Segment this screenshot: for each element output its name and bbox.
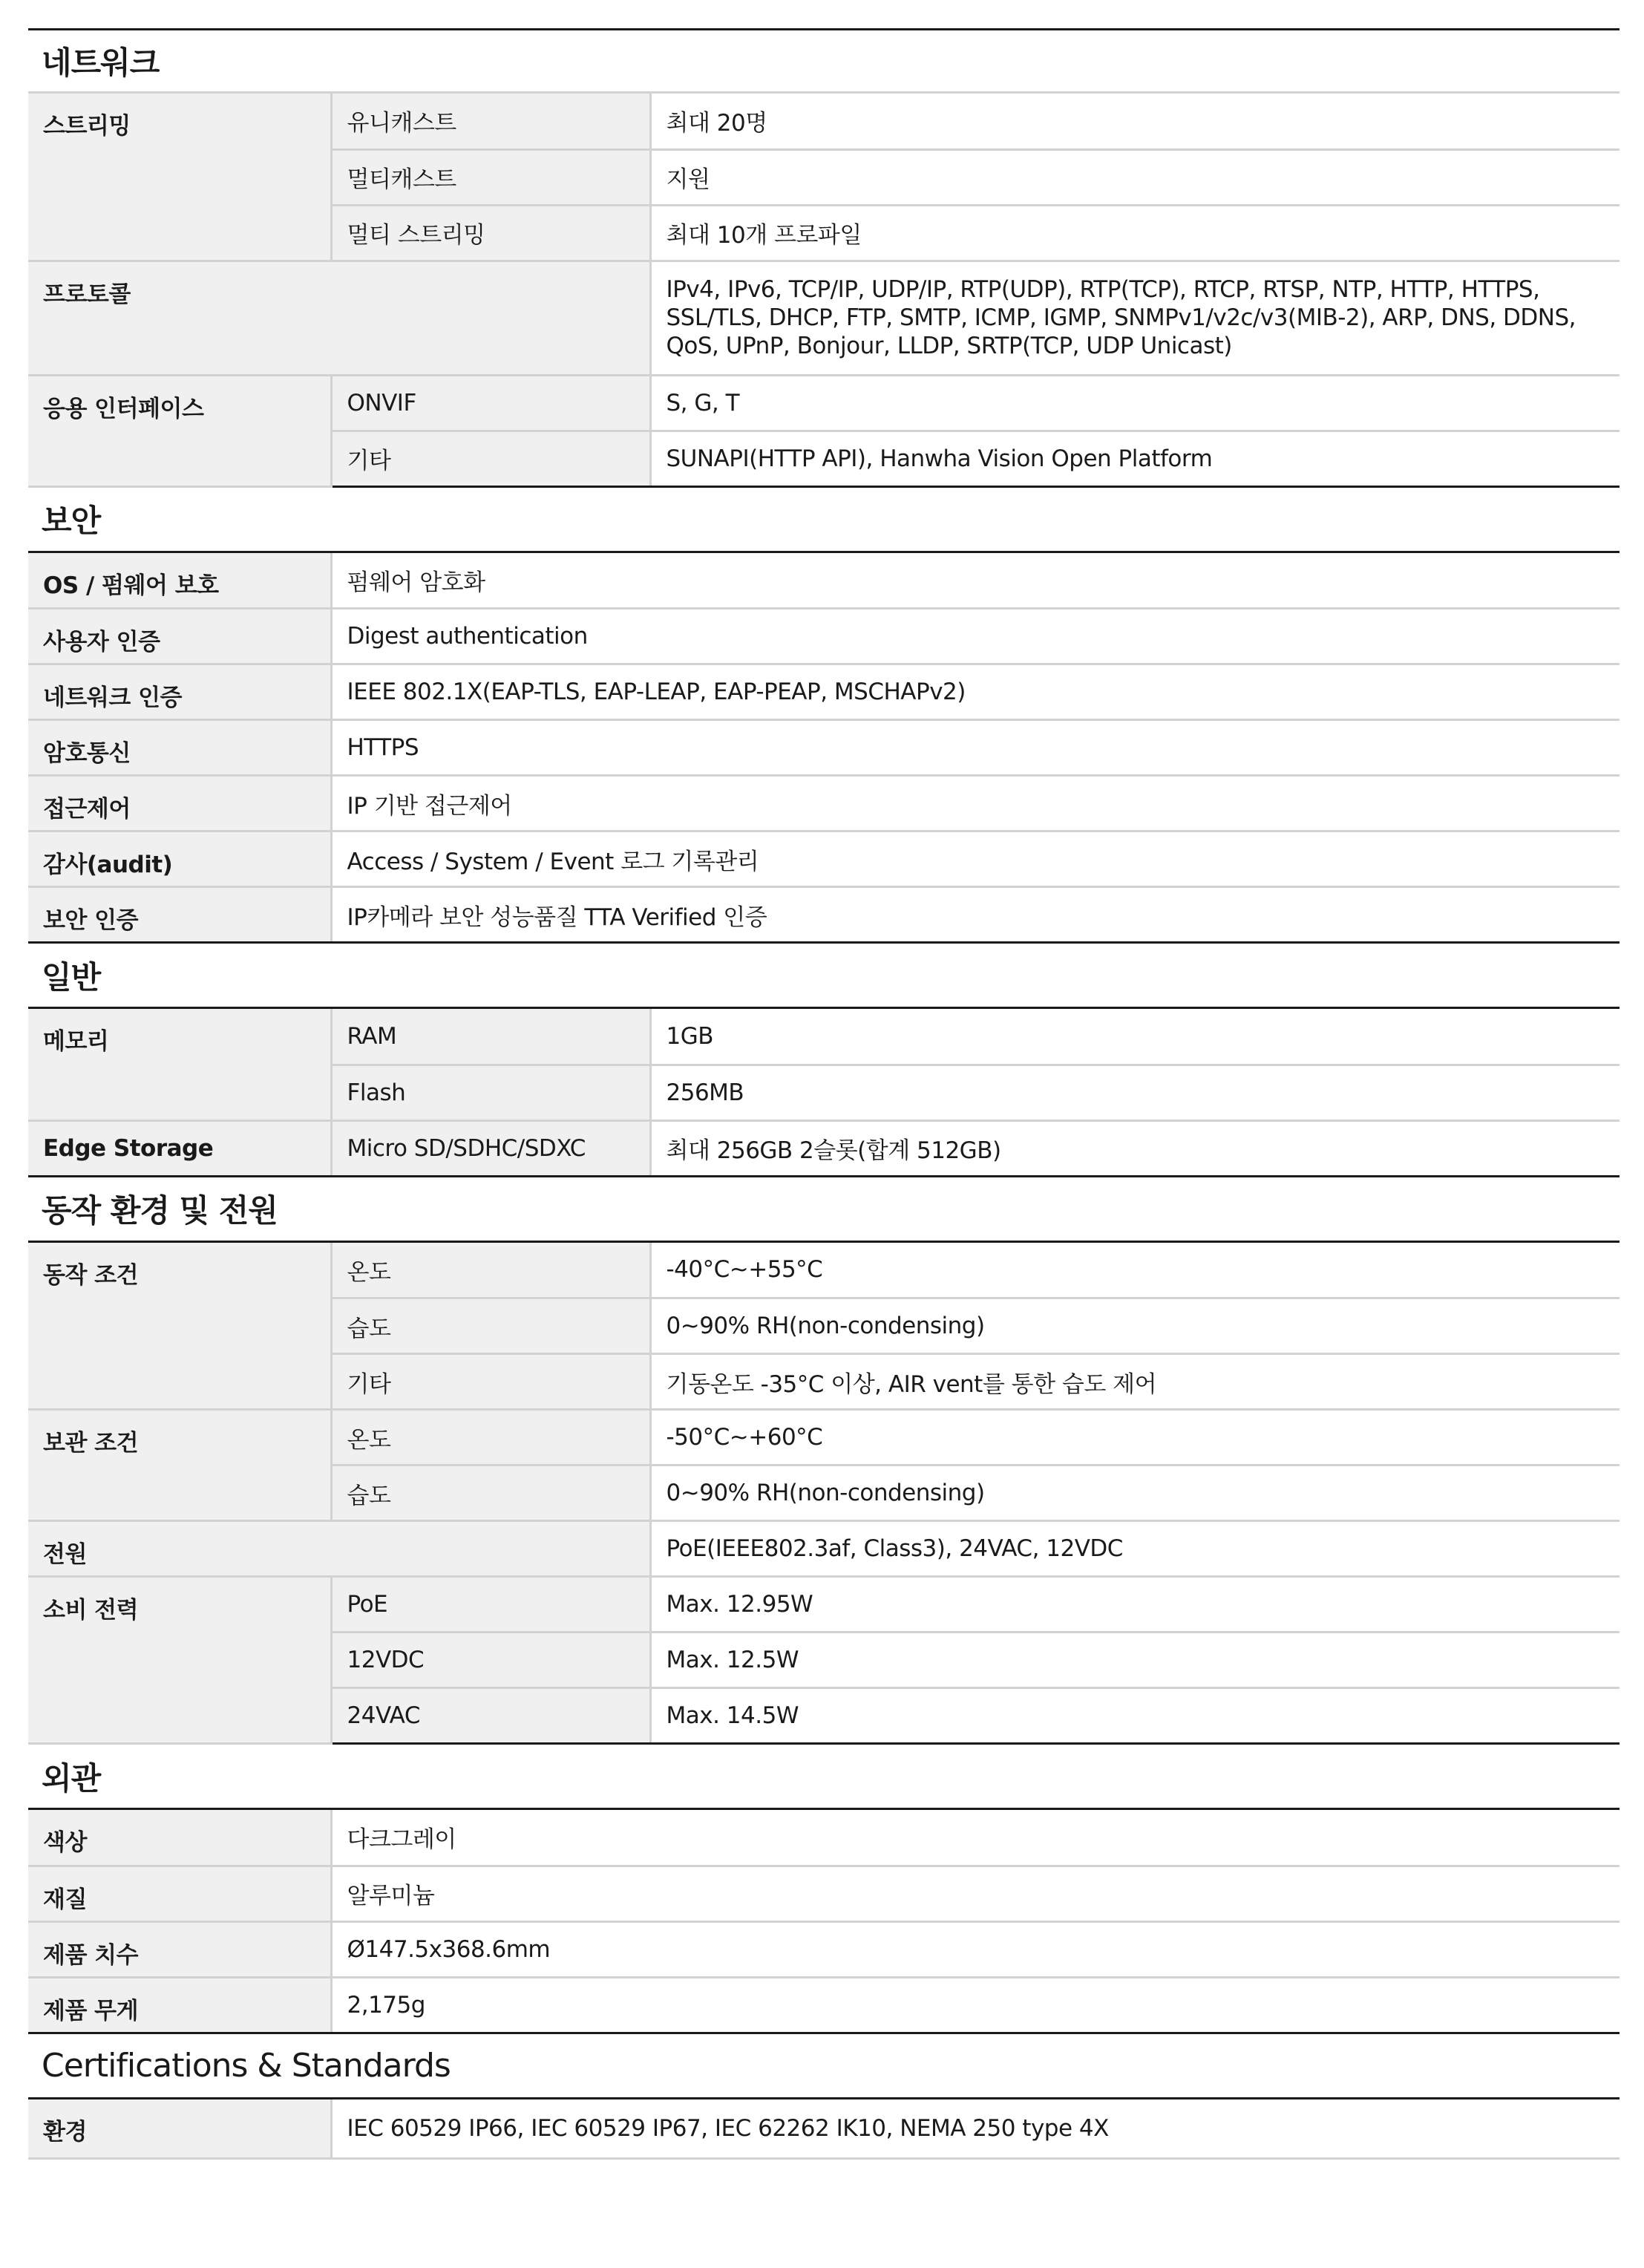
- row-value: 최대 10개 프로파일: [650, 205, 1620, 261]
- row-sublabel: 습도: [331, 1298, 650, 1354]
- row-label: 네트워크 인증: [28, 664, 331, 720]
- row-value: Max. 14.5W: [650, 1688, 1620, 1744]
- row-sublabel: 기타: [331, 1354, 650, 1410]
- security-table: [28, 553, 1620, 944]
- table-row: [28, 609, 1620, 664]
- row-value: 지원: [650, 149, 1620, 205]
- row-label: 소비 전력: [28, 1577, 331, 1744]
- table-row: [28, 1120, 1620, 1176]
- protocol-line: IPv4, IPv6, TCP/IP, UDP/IP, RTP(UDP), RTP(TCP), RTCP, RTSP, NTP, HTTP, HTTPS,: [666, 276, 1540, 303]
- table-row: [28, 375, 1620, 431]
- row-sublabel: 12VDC: [331, 1633, 650, 1688]
- table-row: [28, 831, 1620, 887]
- table-row: [28, 664, 1620, 720]
- row-sublabel: PoE: [331, 1577, 650, 1633]
- row-sublabel: RAM: [331, 1009, 650, 1065]
- row-value: 알루미늄: [331, 1866, 1620, 1921]
- row-value: Max. 12.5W: [650, 1633, 1620, 1688]
- row-sublabel: ONVIF: [331, 375, 650, 431]
- row-label: 재질: [28, 1866, 331, 1921]
- section-title: 네트워크: [28, 28, 1620, 94]
- row-value: 다크그레이: [331, 1810, 1620, 1866]
- table-row: [28, 1921, 1620, 1977]
- row-value: 기동온도 -35°C 이상, AIR vent를 통한 습도 제어: [650, 1354, 1620, 1410]
- row-value: 0~90% RH(non-condensing): [650, 1298, 1620, 1354]
- row-label: 접근제어: [28, 776, 331, 831]
- table-row: [28, 261, 1620, 375]
- row-sublabel: 24VAC: [331, 1688, 650, 1744]
- row-value: 0~90% RH(non-condensing): [650, 1465, 1620, 1521]
- row-value: 최대 256GB 2슬롯(합계 512GB): [650, 1120, 1620, 1176]
- table-row: [28, 1810, 1620, 1866]
- row-value: [650, 261, 1620, 375]
- table-row: [28, 2099, 1620, 2159]
- row-value: PoE(IEEE802.3af, Class3), 24VAC, 12VDC: [650, 1521, 1620, 1577]
- row-value: IEEE 802.1X(EAP-TLS, EAP-LEAP, EAP-PEAP, MSCHAPv2): [331, 664, 1620, 720]
- row-label: 색상: [28, 1810, 331, 1866]
- row-value: Digest authentication: [331, 609, 1620, 664]
- section-title: 보안: [28, 488, 1620, 553]
- row-label: 보안 인증: [28, 887, 331, 943]
- row-sublabel: 유니캐스트: [331, 94, 650, 149]
- protocol-line: SSL/TLS, DHCP, FTP, SMTP, ICMP, IGMP, SNMPv1/v2c/v3(MIB-2), ARP, DNS, DDNS,: [666, 304, 1576, 331]
- table-row: [28, 720, 1620, 776]
- row-sublabel: 기타: [331, 431, 650, 486]
- row-value: Access / System / Event 로그 기록관리: [331, 831, 1620, 887]
- spec-sheet: [28, 28, 1620, 2160]
- general-table: [28, 1009, 1620, 1177]
- row-value: 1GB: [650, 1009, 1620, 1065]
- appearance-table: [28, 1810, 1620, 2034]
- row-value: SUNAPI(HTTP API), Hanwha Vision Open Platform: [650, 431, 1620, 486]
- row-value: -40°C~+55°C: [650, 1243, 1620, 1298]
- section-title: Certifications & Standards: [28, 2034, 1620, 2099]
- section-environment: [28, 1177, 1620, 1745]
- row-sublabel: 멀티캐스트: [331, 149, 650, 205]
- row-label: 사용자 인증: [28, 609, 331, 664]
- row-sublabel: 멀티 스트리밍: [331, 205, 650, 261]
- row-value: S, G, T: [650, 375, 1620, 431]
- network-table: [28, 94, 1620, 488]
- row-value: 256MB: [650, 1065, 1620, 1120]
- row-label: 동작 조건: [28, 1243, 331, 1410]
- row-sublabel: 온도: [331, 1243, 650, 1298]
- row-label: 제품 무게: [28, 1977, 331, 2033]
- environment-table: [28, 1243, 1620, 1745]
- row-sublabel: 습도: [331, 1465, 650, 1521]
- section-network: [28, 28, 1620, 488]
- table-row: [28, 776, 1620, 831]
- row-label: 환경: [28, 2099, 331, 2159]
- table-row: [28, 1009, 1620, 1065]
- table-row: [28, 1243, 1620, 1298]
- row-sublabel: 온도: [331, 1410, 650, 1465]
- row-label: 프로토콜: [28, 261, 650, 375]
- row-label: 응용 인터페이스: [28, 375, 331, 486]
- row-value: IEC 60529 IP66, IEC 60529 IP67, IEC 62262 IK10, NEMA 250 type 4X: [331, 2099, 1620, 2159]
- section-appearance: [28, 1745, 1620, 2034]
- row-label: 스트리밍: [28, 94, 331, 261]
- row-value: 2,175g: [331, 1977, 1620, 2033]
- row-label: 전원: [28, 1521, 650, 1577]
- protocol-line: QoS, UPnP, Bonjour, LLDP, SRTP(TCP, UDP Unicast): [666, 333, 1232, 359]
- table-row: [28, 1977, 1620, 2033]
- row-label: 메모리: [28, 1009, 331, 1120]
- table-row: [28, 887, 1620, 943]
- row-sublabel: Flash: [331, 1065, 650, 1120]
- row-label: OS / 펌웨어 보호: [28, 553, 331, 609]
- table-row: [28, 1410, 1620, 1465]
- table-row: [28, 553, 1620, 609]
- row-label: 암호통신: [28, 720, 331, 776]
- row-label: 감사(audit): [28, 831, 331, 887]
- table-row: [28, 1577, 1620, 1633]
- row-value: -50°C~+60°C: [650, 1410, 1620, 1465]
- row-label: 제품 치수: [28, 1921, 331, 1977]
- section-title: 일반: [28, 944, 1620, 1009]
- row-value: IP 기반 접근제어: [331, 776, 1620, 831]
- table-row: [28, 94, 1620, 149]
- row-value: Ø147.5x368.6mm: [331, 1921, 1620, 1977]
- row-value: IP카메라 보안 성능품질 TTA Verified 인증: [331, 887, 1620, 943]
- row-label: Edge Storage: [28, 1120, 331, 1176]
- table-row: [28, 1866, 1620, 1921]
- row-label: 보관 조건: [28, 1410, 331, 1521]
- row-sublabel: Micro SD/SDHC/SDXC: [331, 1120, 650, 1176]
- row-value: 최대 20명: [650, 94, 1620, 149]
- section-certifications: [28, 2034, 1620, 2160]
- table-row: [28, 1521, 1620, 1577]
- row-value: Max. 12.95W: [650, 1577, 1620, 1633]
- section-general: [28, 944, 1620, 1177]
- section-title: 동작 환경 및 전원: [28, 1177, 1620, 1243]
- section-security: [28, 488, 1620, 944]
- section-title: 외관: [28, 1745, 1620, 1810]
- row-value: 펌웨어 암호화: [331, 553, 1620, 609]
- row-value: HTTPS: [331, 720, 1620, 776]
- certifications-table: [28, 2099, 1620, 2160]
